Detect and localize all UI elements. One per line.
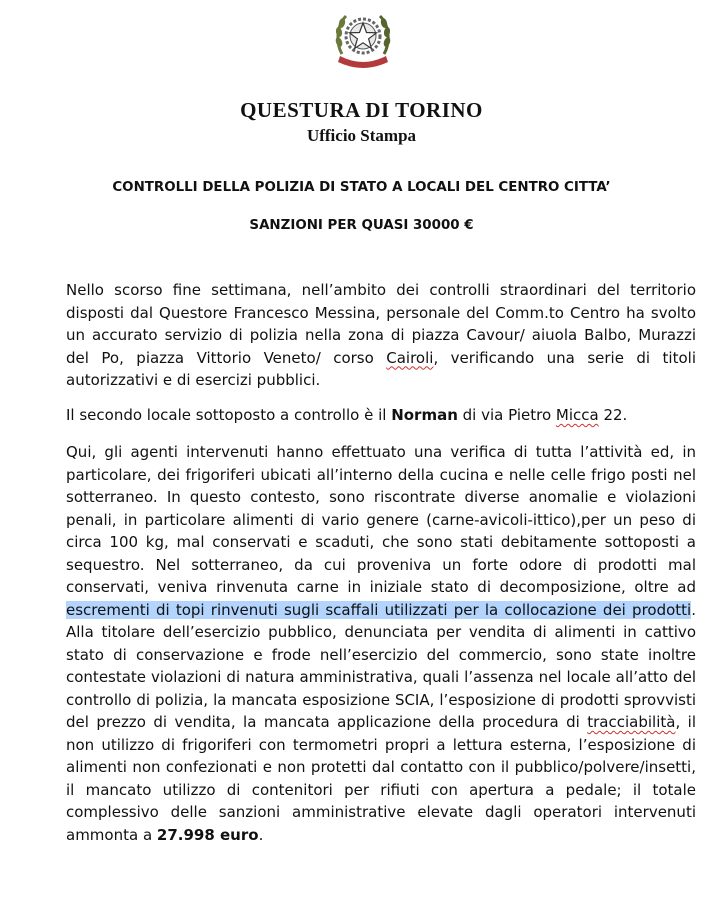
- italian-republic-emblem-icon: [330, 6, 396, 72]
- venue-name: Norman: [391, 406, 458, 424]
- paragraph-inspection-details: [66, 441, 696, 846]
- paragraph-second-venue: [66, 404, 696, 427]
- paragraph-details-text-c: , il non utilizzo di frigoriferi con termometri propri a lettura esterna, l’esposizione di alimenti non confezionati e non protetti dal contatto con il pubblico/polvere/insetti, il mancato utilizzo di contenitori per rifiuti con apertura a pedale; il totale complessivo delle sanzioni amministrative elevate dagli operatori intervenuti ammonta a: [66, 713, 697, 844]
- paragraph-details-text-a: Qui, gli agenti intervenuti hanno effettuato una verifica di tutta l’attività ed, in particolare, dei frigoriferi ubicati all’interno della cucina e nelle celle frigo posti nel sotterraneo. In questo contesto, sono riscontrate diverse anomalie e violazioni penali, in particolare alimenti di vario genere (carne-avicoli-ittico),per un peso di circa 100 kg, mal conservati e scaduti, che sono stati debitamente sottoposti a sequestro. Nel sotterraneo, da cui proveniva un forte odore di prodotti mal conservati, veniva rinvenuta carne in iniziale stato di decomposizione, oltre ad: [66, 443, 696, 596]
- paragraph-second-text-c: 22.: [598, 406, 628, 424]
- press-release-title: CONTROLLI DELLA POLIZIA DI STATO A LOCALI DEL CENTRO CITTA’: [112, 180, 611, 195]
- paragraph-second-text-a: Il secondo locale sottoposto a controllo è il: [66, 406, 392, 424]
- organization-name: QUESTURA DI TORINO: [240, 98, 483, 122]
- paragraph-details-text-b: . Alla titolare dell’esercizio pubblico, denunciata per vendita di alimenti in cattivo stato di conservazione e frode nell’esercizio del commercio, sono state inoltre contestate violazioni di natura amministrativa, quali l’assenza nel locale all’atto del controllo di polizia, la mancata esposizione SCIA, l’esposizione di prodotti sprovvisti del prezzo di vendita, la mancata applicazione della procedura di: [66, 600, 696, 731]
- misspelled-word-tracciabilita: tracciabilità: [587, 713, 676, 731]
- paragraph-details-text-d: .: [258, 825, 264, 844]
- misspelled-word-cairoli: Cairoli: [386, 348, 434, 367]
- paragraph-intro: [66, 279, 696, 392]
- misspelled-word-micca: Micca: [555, 406, 599, 424]
- paragraph-intro-text-b: , verificando una serie di titoli autorizzativi e di esercizi pubblici.: [66, 348, 696, 389]
- paragraph-second-text-b: di via Pietro: [457, 406, 556, 424]
- total-amount: 27.998 euro: [156, 825, 259, 844]
- office-name: Ufficio Stampa: [306, 126, 417, 145]
- press-release-subtitle: SANZIONI PER QUASI 30000 €: [249, 218, 474, 233]
- paragraph-intro-text-a: Nello scorso fine settimana, nell’ambito dei controlli straordinari del territorio disposti dal Questore Francesco Messina, personale del Comm.to Centro ha svolto un accurato servizio di polizia nella zona di piazza Cavour/ aiuola Balbo, Murazzi del Po, piazza Vittorio Veneto/ corso: [66, 281, 696, 367]
- highlighted-text-selection[interactable]: escrementi di topi rinvenuti sugli scaffali utilizzati per la collocazione dei prodotti: [66, 600, 692, 619]
